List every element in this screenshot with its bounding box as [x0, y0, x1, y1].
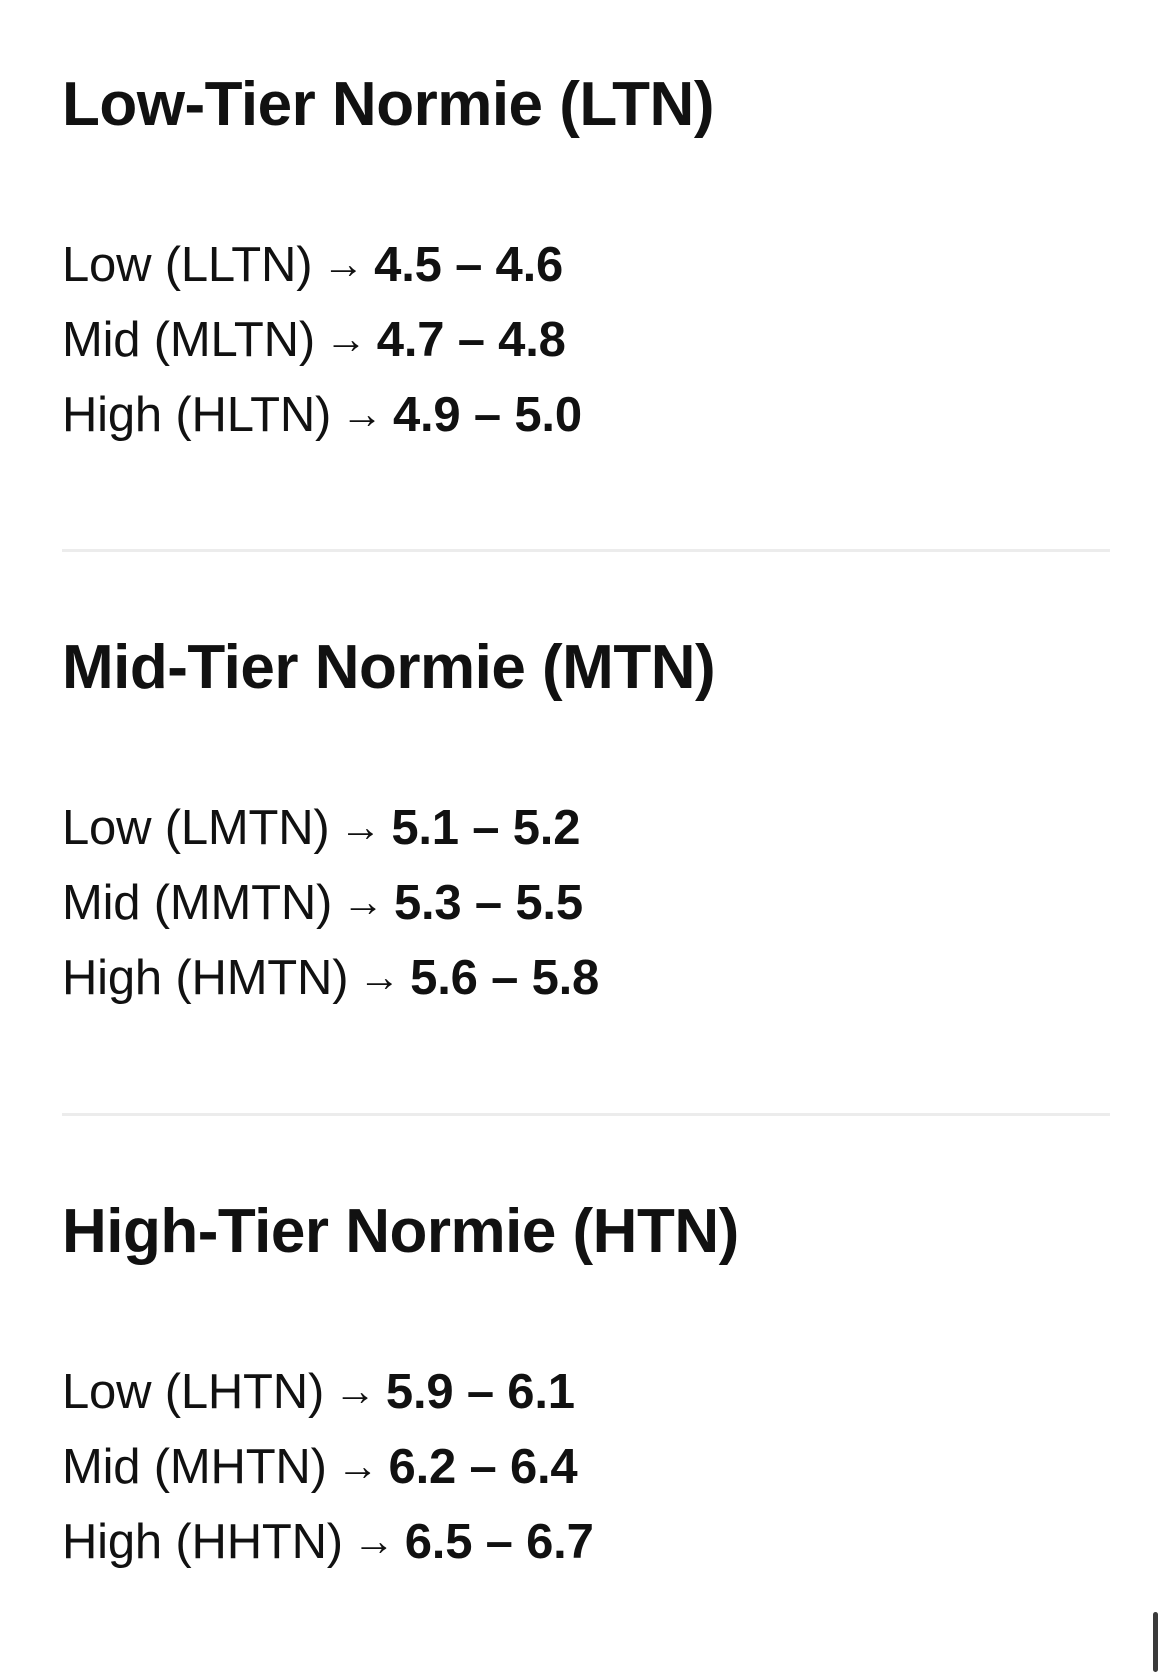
score-range: 6.2 – 6.4	[388, 1440, 578, 1494]
score-range: 5.6 – 5.8	[410, 951, 600, 1005]
tier-label: Mid (MMTN)	[62, 876, 333, 930]
arrow-right-icon: →	[324, 315, 367, 362]
tier-row	[62, 1430, 594, 1505]
tier-label: Low (LMTN)	[62, 801, 330, 855]
tier-list	[62, 1355, 594, 1580]
arrow-right-icon: →	[358, 953, 401, 1000]
tier-row	[62, 791, 599, 866]
tier-row	[62, 378, 582, 453]
tier-row	[62, 941, 599, 1016]
section-divider	[62, 549, 1110, 552]
score-range: 6.5 – 6.7	[404, 1515, 594, 1569]
tier-label: Low (LLTN)	[62, 238, 313, 292]
score-range: 4.9 – 5.0	[392, 388, 582, 442]
tier-row	[62, 1355, 594, 1430]
tier-list	[62, 228, 582, 453]
score-range: 5.9 – 6.1	[385, 1365, 575, 1419]
section-divider	[62, 1113, 1110, 1116]
tier-label: High (HLTN)	[62, 388, 332, 442]
tier-row	[62, 866, 599, 941]
vertical-scrollbar[interactable]	[1153, 1612, 1158, 1672]
tier-label: Low (LHTN)	[62, 1365, 325, 1419]
section-heading: Mid-Tier Normie (MTN)	[62, 633, 716, 702]
arrow-right-icon: →	[334, 1367, 376, 1414]
arrow-right-icon: →	[342, 878, 384, 925]
tier-list	[62, 791, 599, 1016]
section-heading: Low-Tier Normie (LTN)	[62, 70, 714, 139]
arrow-right-icon: →	[322, 240, 365, 287]
score-range: 5.1 – 5.2	[391, 801, 581, 855]
score-range: 5.3 – 5.5	[393, 876, 583, 930]
arrow-right-icon: →	[339, 803, 382, 850]
tier-label: High (HMTN)	[62, 951, 349, 1005]
section-heading: High-Tier Normie (HTN)	[62, 1197, 739, 1266]
tier-label: Mid (MHTN)	[62, 1440, 327, 1494]
arrow-right-icon: →	[341, 390, 383, 437]
score-range: 4.5 – 4.6	[374, 238, 564, 292]
tier-label: High (HHTN)	[62, 1515, 343, 1569]
tier-row	[62, 1505, 594, 1580]
tier-label: Mid (MLTN)	[62, 313, 315, 367]
tier-row	[62, 303, 582, 378]
arrow-right-icon: →	[352, 1517, 395, 1564]
arrow-right-icon: →	[336, 1442, 379, 1489]
score-range: 4.7 – 4.8	[376, 313, 566, 367]
tier-row	[62, 228, 582, 303]
